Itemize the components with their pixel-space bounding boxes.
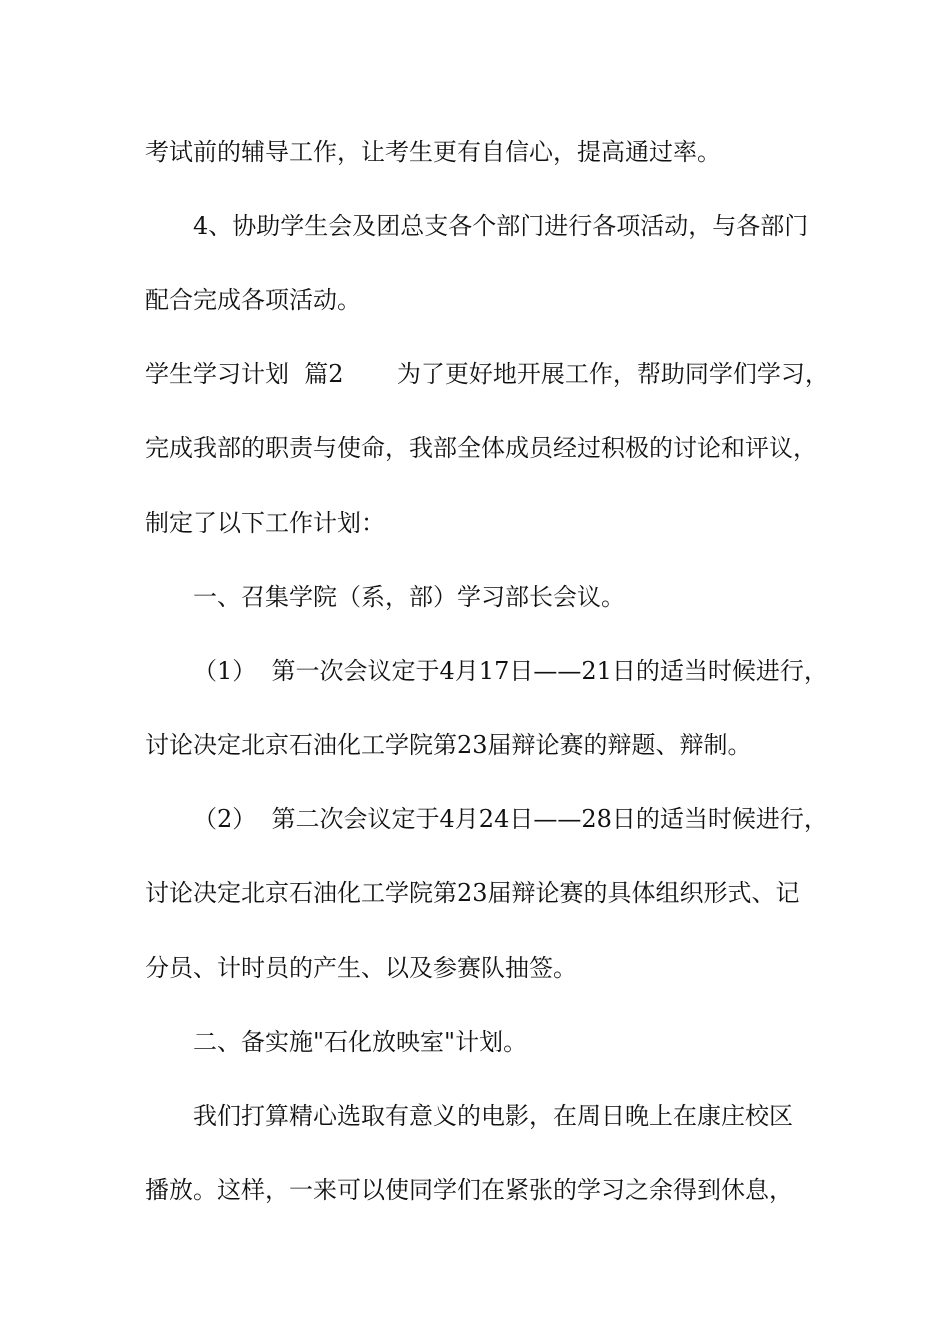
- list-heading-line: 二、备实施"石化放映室"计划。: [193, 1028, 528, 1056]
- paragraph-line: 播放。这样，一来可以使同学们在紧张的学习之余得到休息，: [145, 1176, 793, 1204]
- paragraph-line: 讨论决定北京石油化工学院第23届辩论赛的具体组织形式、记: [145, 879, 800, 907]
- paragraph-line: 完成我部的职责与使命，我部全体成员经过积极的讨论和评议，: [145, 434, 817, 462]
- paragraph-line: 分员、计时员的产生、以及参赛队抽签。: [145, 954, 577, 982]
- section-heading-line: 学生学习计划 篇2 为了更好地开展工作，帮助同学们学习，: [145, 360, 829, 388]
- list-heading-line: 一、召集学院（系，部）学习部长会议。: [193, 583, 625, 611]
- paragraph-line: 考试前的辅导工作，让考生更有自信心，提高通过率。: [145, 138, 721, 166]
- paragraph-line: 制定了以下工作计划：: [145, 509, 385, 537]
- paragraph-line: 讨论决定北京石油化工学院第23届辩论赛的辩题、辩制。: [145, 731, 752, 759]
- paragraph-line: 我们打算精心选取有意义的电影，在周日晚上在康庄校区: [193, 1102, 793, 1130]
- paragraph-line: 4、协助学生会及团总支各个部门进行各项活动，与各部门: [193, 212, 809, 240]
- list-item-line: （1） 第一次会议定于4月17日——21日的适当时候进行，: [193, 657, 828, 685]
- paragraph-line: 配合完成各项活动。: [145, 286, 361, 314]
- list-item-line: （2） 第二次会议定于4月24日——28日的适当时候进行，: [193, 805, 828, 833]
